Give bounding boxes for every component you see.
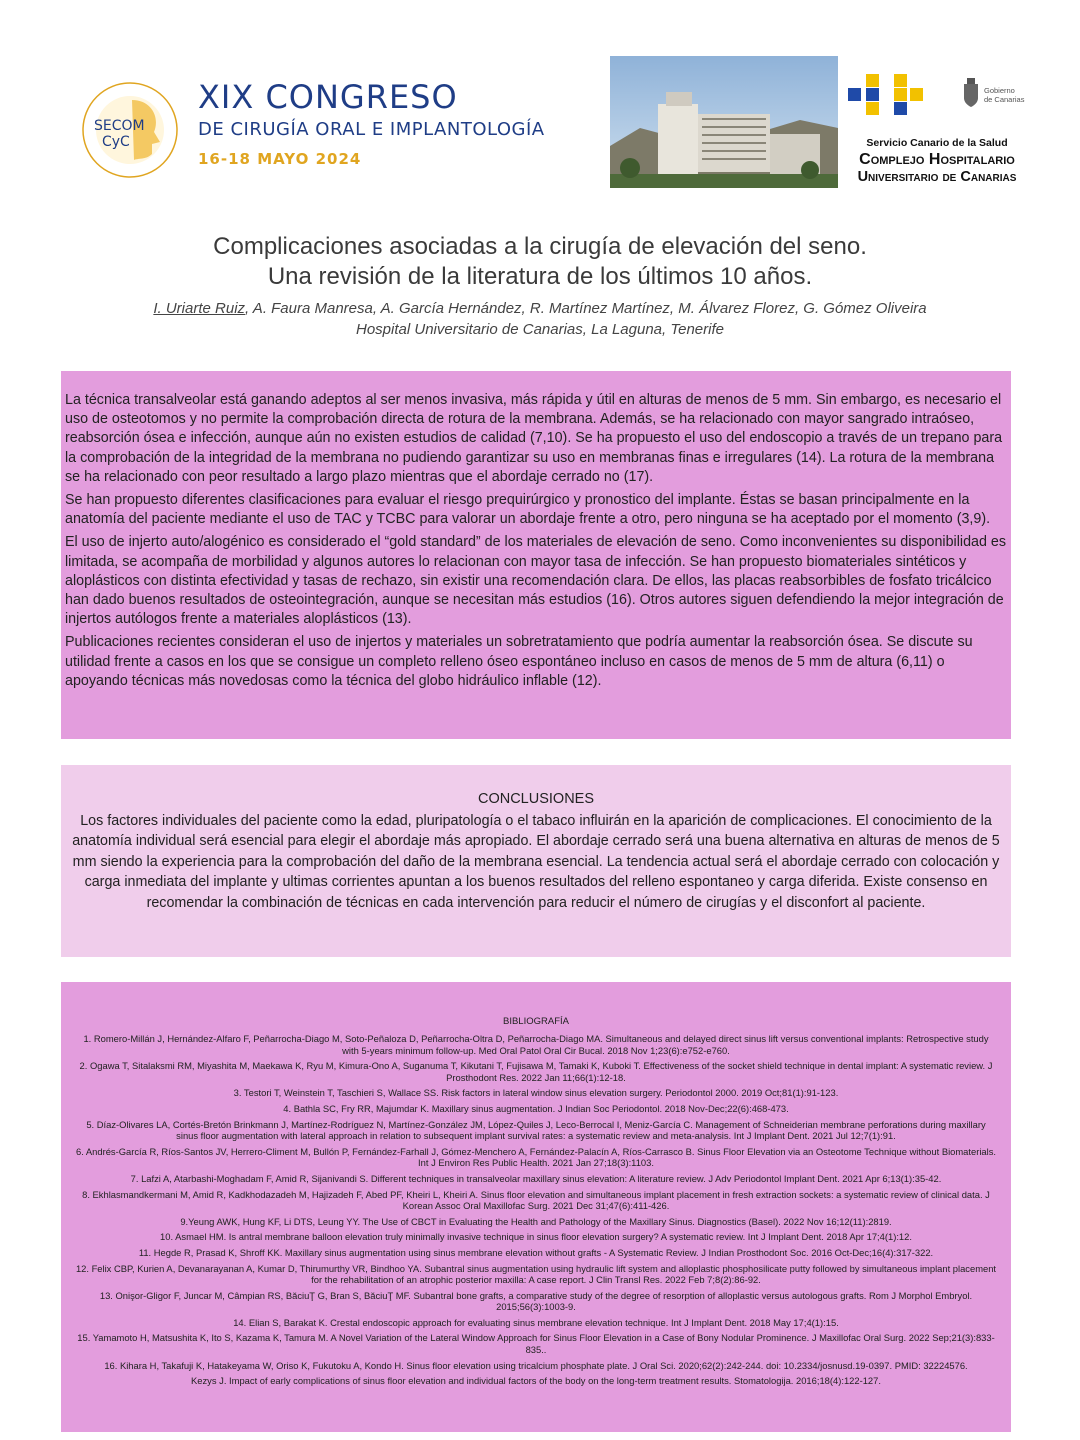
- hospital-name: [842, 137, 1032, 186]
- reference-item: 15. Yamamoto H, Matsushita K, Ito S, Kazama K, Tamura M. A Novel Variation of the Lateral Window Approach for Sinus Floor Elevation in a Case of Bony Nodular Prominence. J Maxillofac Oral Surg. 2022 Sep;21(3):833-835..: [77, 1332, 995, 1356]
- congress-subtitle: DE CIRUGÍA ORAL E IMPLANTOLOGÍA: [198, 119, 545, 140]
- scs-logo: [848, 74, 926, 118]
- affiliation: Hospital Universitario de Canarias, La Laguna, Tenerife: [356, 321, 724, 338]
- complejo-label: Complejo Hospitalario: [859, 151, 1015, 168]
- reference-item: 8. Ekhlasmandkermani M, Amid R, Kadkhodazadeh M, Hajizadeh F, Abed PF, Kheiri L, Kheiri A. Sinus floor elevation and simultaneous implant placement in fresh extraction sockets: a systematic review of clinical data. J Korean Assoc Oral Maxillofac Surg. 2021 Dec 31;47(6):411-426.: [82, 1188, 990, 1212]
- congress-title: XIX CONGRESO: [198, 78, 458, 116]
- congress-dates: 16-18 MAYO 2024: [198, 150, 362, 168]
- reference-item: 4. Bathla SC, Fry RR, Majumdar K. Maxillary sinus augmentation. J Indian Soc Periodontol. 2018 Nov-Dec;22(6):468-473.: [283, 1102, 789, 1114]
- secom-logo: [80, 80, 180, 180]
- other-authors: , A. Faura Manresa, A. García Hernández, R. Martínez Martínez, M. Álvarez Florez, G. Gómez Oliveira: [245, 300, 927, 317]
- reference-item: 3. Testori T, Weinstein T, Taschieri S, Wallace SS. Risk factors in lateral window sinus elevation surgery. Periodontol 2000. 2019 Oct;81(1):91-123.: [233, 1087, 839, 1099]
- servicio-label: Servicio Canario de la Salud: [866, 137, 1008, 149]
- discussion-paragraph-3: El uso de injerto auto/alogénico es considerado el “gold standard” de los materiales de elevación de seno. Como inconvenientes su disponibilidad es limitada, se acompaña de morbilidad y algunos autores lo relacionan con mayor tasa de infección. Se han propuesto biomateriales sintéticos y aloplásticos con distinta efectividad y tasas de rechazo, sin existir una recomendación clara. De ellos, las placas reabsorbibles de fosfato tricálcico han dado buenos resultados de osteointegración, aunque se necesitan más estudios (16). Otros autores siguen defendiendo la mejor integración de injertos autólogos frente a materiales aloplásticos (13).: [65, 534, 1007, 628]
- reference-item: 13. Onişor-Gligor F, Juncar M, Câmpian RS, BăciuŢ G, Bran S, BăciuŢ MF. Subantral bone grafts, a comparative study of the degree of resorption of alloplastic versus autologous grafts. Rom J Morphol Embryol. 2015;56(3):1003-9.: [99, 1289, 973, 1313]
- reference-item: 9.Yeung AWK, Hung KF, Li DTS, Leung YY. The Use of CBCT in Evaluating the Health and Pathology of the Maxillary Sinus. Diagnostics (Basel). 2022 Nov 16;12(11):2819.: [180, 1215, 892, 1227]
- reference-item: 12. Felix CBP, Kurien A, Devanarayanan A, Kumar D, Thirumurthy VR, Bindhoo YA. Subantral sinus augmentation using hydraulic lift system and alloplastic phosphosilicate putty followed by simultaneous implant placement for the rehabilitation of an atrophic posterior maxilla: A case report. J Clin Transl Res. 2022 Feb 7;8(2):86-92.: [75, 1262, 997, 1286]
- gobierno-logo: [962, 78, 1025, 113]
- bibliography-box: [61, 982, 1011, 1432]
- congress-block: [198, 78, 545, 168]
- reference-item: 5. Díaz-Olivares LA, Cortés-Bretón Brinkmann J, Martínez-Rodríguez N, Martínez-González JM, López-Quiles J, Leco-Berrocal I, Meniz-García C. Management of Schneiderian membrane perforations during maxillary sinus floor augmentation with lateral approach in relation to subsequent implant survival rates: a systematic review and meta-analysis. Int J Implant Dent. 2021 Jul 12;7(1):91.: [86, 1118, 986, 1142]
- secom-text: SECOM: [94, 118, 145, 134]
- reference-item: 7. Lafzi A, Atarbashi-Moghadam F, Amid R, Sijanivandi S. Different techniques in transalveolar maxillary sinus elevation: A literature review. J Adv Periodontol Implant Dent. 2021 Apr 6;13(1):35-42.: [130, 1172, 942, 1184]
- bibliography-heading: BIBLIOGRAFÍA: [503, 1016, 569, 1027]
- title-line-1: Complicaciones asociadas a la cirugía de elevación del seno.: [213, 233, 867, 260]
- gobierno-text: Gobierno de Canarias: [984, 86, 1025, 104]
- conclusions-box: [61, 765, 1011, 957]
- reference-item: 14. Elian S, Barakat K. Crestal endoscopic approach for evaluating sinus membrane elevation technique. Int J Implant Dent. 2018 May 17;4(1):15.: [233, 1316, 839, 1328]
- svg-text:CyC: CyC: [102, 134, 130, 150]
- discussion-paragraph-2: Se han propuesto diferentes clasificaciones para evaluar el riesgo prequirúrgico y pronostico del implante. Éstas se basan principalmente en la anatomía del paciente mediante el uso de TAC y TCBC para valorar un abordaje frente a otro, pero ninguna se ha aceptado por el momento (3,9).: [65, 492, 991, 528]
- reference-item: 2. Ogawa T, Sitalaksmi RM, Miyashita M, Maekawa K, Ryu M, Kimura-Ono A, Suganuma T, Kikutani T, Fujisawa M, Tamaki K, Kuboki T. Effectiveness of the socket shield technique in dental implant: A systematic review. J Prosthodont Res. 2022 Jan 11;66(1):12-18.: [79, 1060, 993, 1083]
- reference-item: 11. Hegde R, Prasad K, Shroff KK. Maxillary sinus augmentation using sinus membrane elevation without grafts - A Systematic Review. J Indian Prosthodont Soc. 2016 Oct-Dec;16(4):317-322.: [138, 1246, 934, 1258]
- reference-item: Kezys J. Impact of early complications of sinus floor elevation and individual factors of the body on the long-term treatment results. Stomatologija. 2016;18(4):122-127.: [191, 1375, 881, 1387]
- universitario-label: Universitario de Canarias: [857, 169, 1017, 185]
- conclusions-heading: CONCLUSIONES: [477, 791, 595, 807]
- shield-icon: [962, 78, 980, 108]
- hospital-photo: [610, 56, 838, 188]
- reference-item: 1. Romero-Millán J, Hernández-Alfaro F, Peñarrocha-Diago M, Soto-Peñaloza D, Peñarrocha-Oltra D, Peñarrocha-Diago MA. Simultaneous and delayed direct sinus lift versus conventional implants: Retrospective study with 5-years minimum follow-up. Med Oral Patol Oral Cir Bucal. 2018 Nov 1;23(6):e752-e760.: [83, 1033, 989, 1056]
- reference-item: 6. Andrés-García R, Ríos-Santos JV, Herrero-Climent M, Bullón P, Fernández-Farhall J, Gómez-Menchero A, Fernández-Palacín A, Ríos-Carrasco B. Sinus Floor Elevation via an Osteotome Technique without Biomaterials. Int J Environ Res Public Health. 2021 Jan 27;18(3):1103.: [75, 1145, 997, 1169]
- reference-item: 16. Kihara H, Takafuji K, Hatakeyama W, Oriso K, Fukutoku A, Kondo H. Sinus floor elevation using tricalcium phosphate plate. J Oral Sci. 2020;62(2):242-244. doi: 10.2334/josnusd.19-0397. PMID: 32224576.: [104, 1359, 968, 1371]
- title-line-2: Una revisión de la literatura de los últimos 10 años.: [267, 263, 813, 290]
- poster-title: [0, 232, 1080, 292]
- first-author: I. Uriarte Ruiz: [153, 300, 246, 317]
- discussion-paragraph-4: Publicaciones recientes consideran el uso de injertos y materiales un sobretratamiento que podría aumentar la reabsorción ósea. Se discute su utilidad frente a casos en los que se consigue un completo relleno óseo espontáneo incluso en casos de menos de 5 mm de altura (6,11) o apoyando técnicas más novedosas como la técnica del globo hidráulico inflable (12).: [65, 634, 973, 689]
- authors-block: [0, 298, 1080, 340]
- reference-item: 10. Asmael HM. Is antral membrane balloon elevation truly minimally invasive technique in sinus floor elevation surgery? A systematic review. Int J Implant Dent. 2018 Apr 17;4(1):12.: [160, 1231, 912, 1243]
- discussion-paragraph-1: La técnica transalveolar está ganando adeptos al ser menos invasiva, más rápida y útil en alturas de menos de 5 mm. Sin embargo, es necesario el uso de osteotomos y no permite la comprobación directa de rotura de la membrana. Además, se ha relacionado con mayor sangrado intraóseo, reabsorción ósea e infección, aunque aún no existen estudios de calidad (7,10). Se ha propuesto el uso del endoscopio a través de un trepano para la comprobación de la integridad de la membrana no pudiendo garantizar su uso en membranas finas e irregulares (14). La rotura de la membrana se ha relacionado con peor resultado a largo plazo mientras que el abordaje cerrado no (17).: [65, 392, 1003, 485]
- discussion-box: [61, 371, 1011, 739]
- author-list: [0, 298, 1080, 319]
- conclusions-text: Los factores individuales del paciente como la edad, pluripatología o el tabaco influirán en la aparición de complicaciones. El conocimiento de la anatomía individual será esencial para elegir el abordaje más apropiado. El abordaje cerrado será una buena alternativa en alturas de menos de 5 mm siendo la experiencia para la comprobación del daño de la membrana esencial. La tendencia actual será el abordaje cerrado con colocación y carga inmediata del implante y ultimas corrientes apuntan a los buenos resultados del relleno espontaneo y carga diferida. Existe consenso en recomendar la combinación de técnicas en cada intervención para reducir el número de cirugías y el disconfort al paciente.: [72, 813, 1000, 911]
